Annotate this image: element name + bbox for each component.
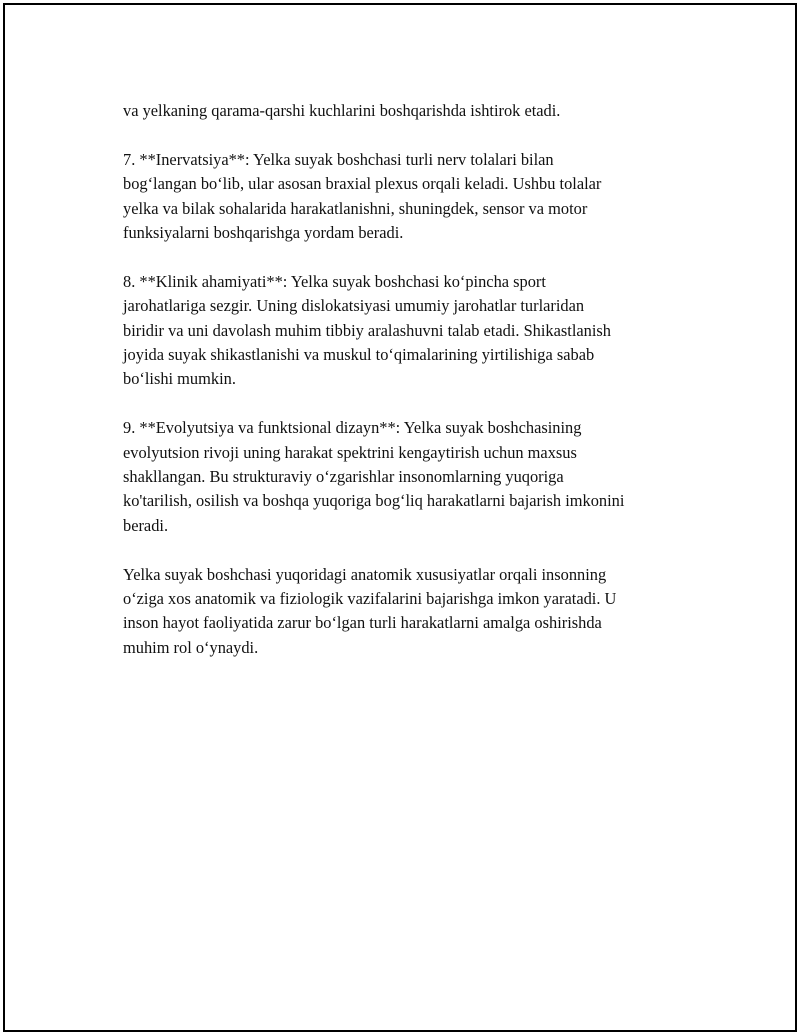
paragraph-continuation: va yelkaning qarama-qarshi kuchlarini boshqarishda ishtirok etadi. [123, 101, 561, 120]
paragraph-evolution: 9. **Evolyutsiya va funktsional dizayn**: Yelka suyak boshchasining evolyutsion rivoji uning harakat spektrini kengaytirish uchun maxsus shakllangan. Bu strukturaviy o‘zgarishlar insonomlarning yuqoriga ko'tarilish, osilish va boshqa yuqoriga bog‘liq harakatlarni bajarish imkonini beradi. [123, 418, 625, 535]
document-body [123, 99, 683, 660]
paragraph-conclusion: Yelka suyak boshchasi yuqoridagi anatomik xususiyatlar orqali insonning o‘ziga xos anatomik va fiziologik vazifalarini bajarishga imkon yaratadi. U inson hayot faoliyatida zarur bo‘lgan turli harakatlarni amalga oshirishda muhim rol o‘ynaydi. [123, 564, 617, 657]
paragraph-clinical-significance: 8. **Klinik ahamiyati**: Yelka suyak boshchasi ko‘pincha sport jarohatlariga sezgir. Uning dislokatsiyasi umumiy jarohatlar turlaridan biridir va uni davolash muhim tibbiy aralashuvni talab etadi. Shikastlanish joyida suyak shikastlanishi va muskul to‘qimalarining yirtilishiga sabab bo‘lishi mumkin. [123, 271, 611, 389]
paragraph-innervation: 7. **Inervatsiya**: Yelka suyak boshchasi turli nerv tolalari bilan bog‘langan bo‘lib, ular asosan braxial plexus orqali keladi. Ushbu tolalar yelka va bilak sohalarida harakatlanishni, shuningdek, sensor va motor funksiyalarni boshqarishga yordam beradi. [123, 149, 602, 243]
document-page [3, 3, 797, 1032]
